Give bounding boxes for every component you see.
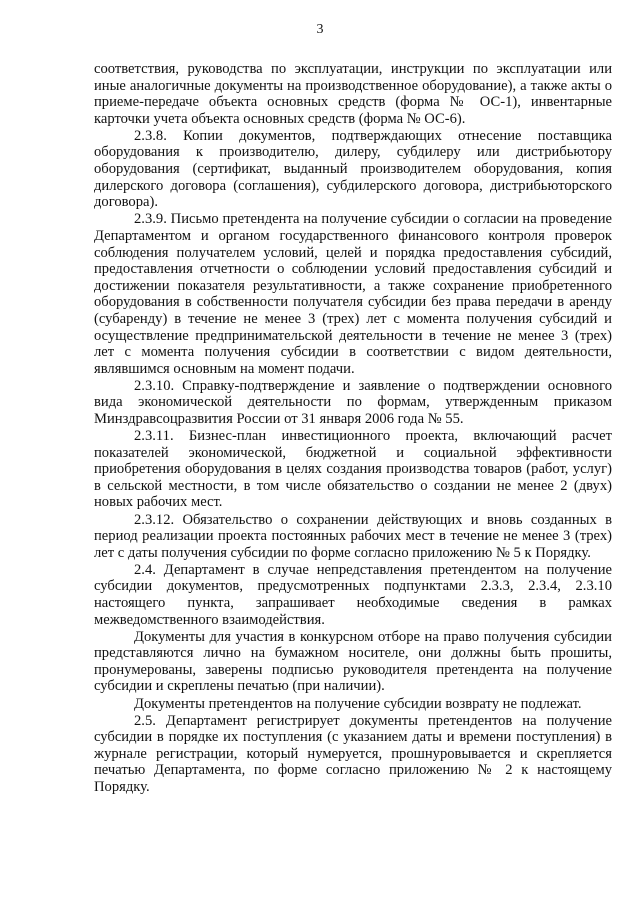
page-number: 3 [316, 22, 324, 37]
document-body [94, 61, 612, 796]
paragraph-2-3-8: 2.3.8. Копии документов, подтверждающих отнесение поставщика оборудования к производителю, дилеру, субдилеру или дистрибьютору оборудования (сертификат, выданный производителем оборудования, копия дилерского договора (соглашения), субдилерского договора, дистрибьюторского договора). [94, 127, 612, 211]
paragraph-2-3-9: 2.3.9. Письмо претендента на получение субсидии о согласии на проведение Департаментом и органом государственного финансового контроля проверок соблюдения получателем условий, целей и порядка предоставления субсидий, предоставления отчетности о соблюдении условий предоставления субсидий и достижении показателя результативности, а также сохранение приобретенного оборудования в собственности получателя субсидии без права передачи в аренду (субаренду) в течение не менее 3 (трех) лет с момента получения субсидий и осуществление предпринимательской деятельности в течение не менее 3 (трех) лет с момента получения субсидии в соответствии с видом деятельности, являвшимся основным на момент подачи. [94, 211, 612, 377]
paragraph-2-4: 2.4. Департамент в случае непредставления претендентом на получение субсидии документов, предусмотренных подпунктами 2.3.3, 2.3.4, 2.3.10 настоящего пункта, запрашивает необходимые сведения в рамках межведомственного взаимодействия. [94, 561, 612, 628]
paragraph-2-3-10: 2.3.10. Справку-подтверждение и заявление о подтверждении основного вида экономической деятельности по формам, утвержденным приказом Минздравсоцразвития России от 31 января 2006 года № 55. [94, 377, 612, 427]
paragraph-documents-no-return: Документы претендентов на получение субсидии возврату не подлежат. [134, 695, 582, 712]
paragraph-2-5: 2.5. Департамент регистрирует документы претендентов на получение субсидии в порядке их поступления (с указанием даты и времени поступления) в журнале регистрации, который нумеруется, прошнуровывается и скрепляется печатью Департамента, по форме согласно приложению № 2 к настоящему Порядку. [94, 712, 612, 796]
paragraph-2-3-7-continuation: соответствия, руководства по эксплуатации, инструкции по эксплуатации или иные аналогичные документы на производственное оборудование), а также акты о приеме-передаче объекта основных средств (форма № ОС-1), инвентарные карточки учета объекта основных средств (форма № ОС-6). [94, 61, 612, 127]
paragraph-documents-submission: Документы для участия в конкурсном отборе на право получения субсидии представляются лично на бумажном носителе, они должны быть прошиты, пронумерованы, заверены подписью руководителя претендента на получение субсидии и скреплены печатью (при наличии). [94, 628, 612, 695]
paragraph-2-3-12: 2.3.12. Обязательство о сохранении действующих и вновь созданных в период реализации проекта постоянных рабочих мест в течение не менее 3 (трех) лет с даты получения субсидии по форме согласно приложению № 5 к Порядку. [94, 511, 612, 561]
paragraph-2-3-11: 2.3.11. Бизнес-план инвестиционного проекта, включающий расчет показателей экономической, бюджетной и социальной эффективности приобретения оборудования в целях создания производства товаров (работ, услуг) в сельской местности, в том числе обязательство о создании не менее 2 (двух) новых рабочих мест. [94, 428, 612, 511]
